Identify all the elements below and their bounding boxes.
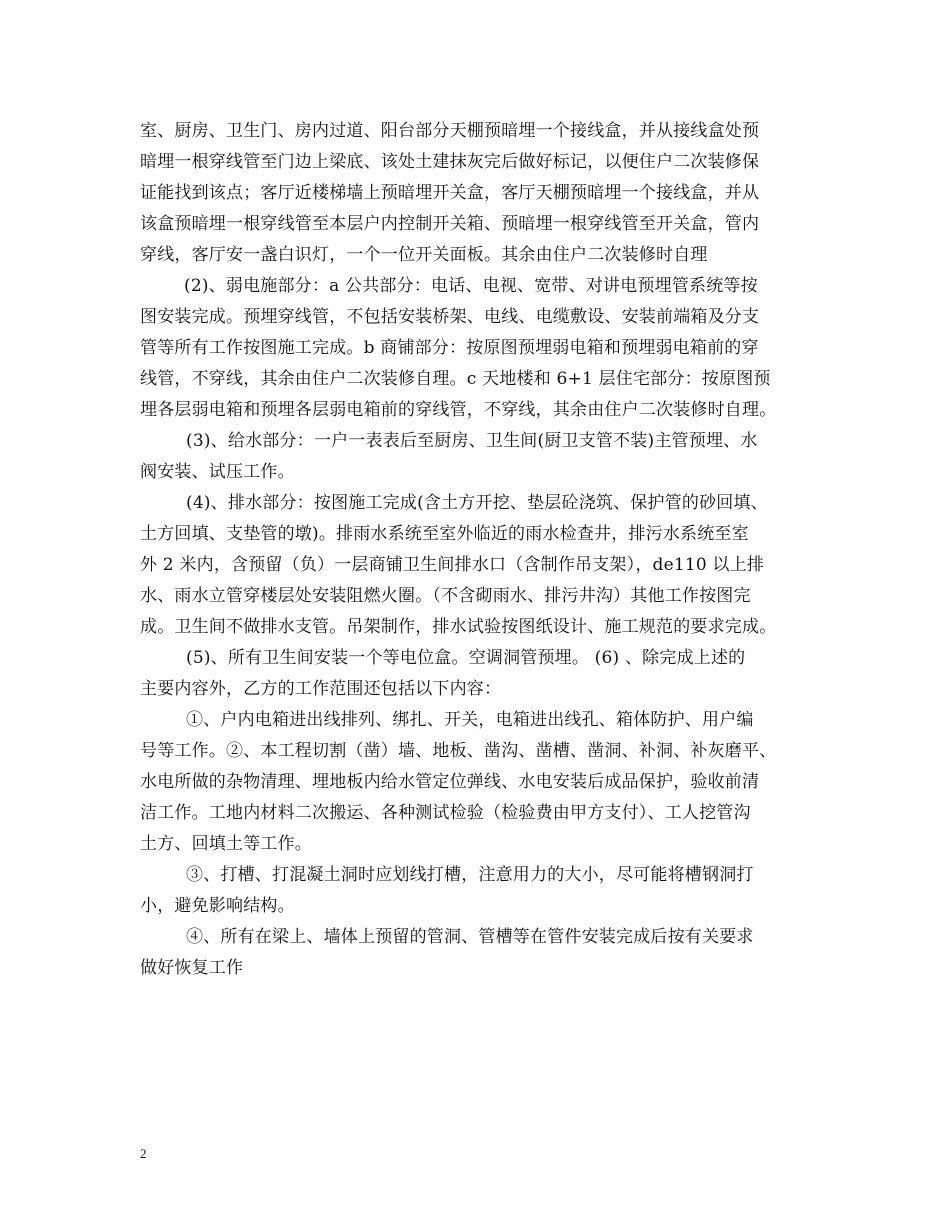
text-line: 管等所有工作按图施工完成。b 商铺部分：按原图预埋弱电箱和预埋弱电箱前的穿 (140, 338, 759, 358)
text-line: 土方回填、支垫管的墩)。排雨水系统至室外临近的雨水检查井，排污水系统至室 (140, 524, 749, 544)
text-line: (2)、弱电施部分：a 公共部分：电话、电视、宽带、对讲电预埋管系统等按 (184, 276, 758, 296)
text-line: 号等工作。②、本工程切割（凿）墙、地板、凿沟、凿槽、凿洞、补洞、补灰磨平、 (140, 741, 777, 761)
text-line: 水电所做的杂物清理、埋地板内给水管定位弹线、水电安装后成品保护，验收前清 (140, 772, 760, 792)
text-line: 成。卫生间不做排水支管。吊架制作，排水试验按图纸设计、施工规范的要求完成。 (140, 617, 777, 637)
text-line: 土方、回填土等工作。 (140, 834, 312, 854)
text-line: 埋各层弱电箱和预埋各层弱电箱前的穿线管，不穿线，其余由住户二次装修时自理。 (140, 400, 777, 420)
body-text (140, 116, 830, 984)
text-line: 图安装完成。预埋穿线管，不包括安装桥架、电线、电缆敷设、安装前端箱及分支 (140, 307, 760, 327)
text-line: ③、打槽、打混凝土洞时应划线打槽，注意用力的大小，尽可能将槽钢洞打 (186, 865, 754, 885)
text-line: 做好恢复工作 (140, 958, 244, 978)
text-line: ①、户内电箱进出线排列、绑扎、开关，电箱进出线孔、箱体防护、用户编 (186, 710, 754, 730)
text-line: 线管，不穿线，其余由住户二次装修自理。c 天地楼和 6+1 层住宅部分：按原图预 (140, 369, 771, 389)
text-line: ④、所有在梁上、墙体上预留的管洞、管槽等在管件安装完成后按有关要求 (186, 927, 754, 947)
text-line: 水、雨水立管穿楼层处安装阻燃火圈。（不含砌雨水、排污井沟）其他工作按图完 (140, 586, 751, 606)
text-line: 证能找到该点；客厅近楼梯墙上预暗埋开关盒，客厅天棚预暗埋一个接线盒，并从 (140, 183, 760, 203)
text-line: (3)、给水部分：一户一表表后至厨房、卫生间(厨卫支管不装)主管预埋、水 (186, 431, 758, 451)
text-line: 室、厨房、卫生门、房内过道、阳台部分天棚预暗埋一个接线盒，并从接线盒处预 (140, 121, 760, 141)
text-line: 外 2 米内，含预留（负）一层商铺卫生间排水口（含制作吊支架），de110 以上排 (140, 555, 765, 575)
text-line: (4)、排水部分：按图施工完成(含土方开挖、垫层砼浇筑、保护管的砂回填、 (186, 493, 768, 513)
text-line: 主要内容外，乙方的工作范围还包括以下内容： (140, 679, 502, 699)
text-line: 洁工作。工地内材料二次搬运、各种测试检验（检验费由甲方支付）、工人挖管沟 (140, 803, 751, 823)
text-line: (5)、所有卫生间安装一个等电位盒。空调洞管预埋。 (6) 、除完成上述的 (186, 648, 746, 668)
text-line: 阀安装、试压工作。 (140, 462, 295, 482)
page-number: 2 (140, 1146, 147, 1161)
text-line: 穿线，客厅安一盏白识灯，一个一位开关面板。其余由住户二次装修时自理 (140, 245, 708, 265)
text-line: 该盒预暗埋一根穿线管至本层户内控制开关箱、预暗埋一根穿线管至开关盒，管内 (140, 214, 760, 234)
text-line: 小，避免影响结构。 (140, 896, 295, 916)
text-line: 暗埋一根穿线管至门边上梁底、该处土建抹灰完后做好标记，以便住户二次装修保 (140, 152, 760, 172)
